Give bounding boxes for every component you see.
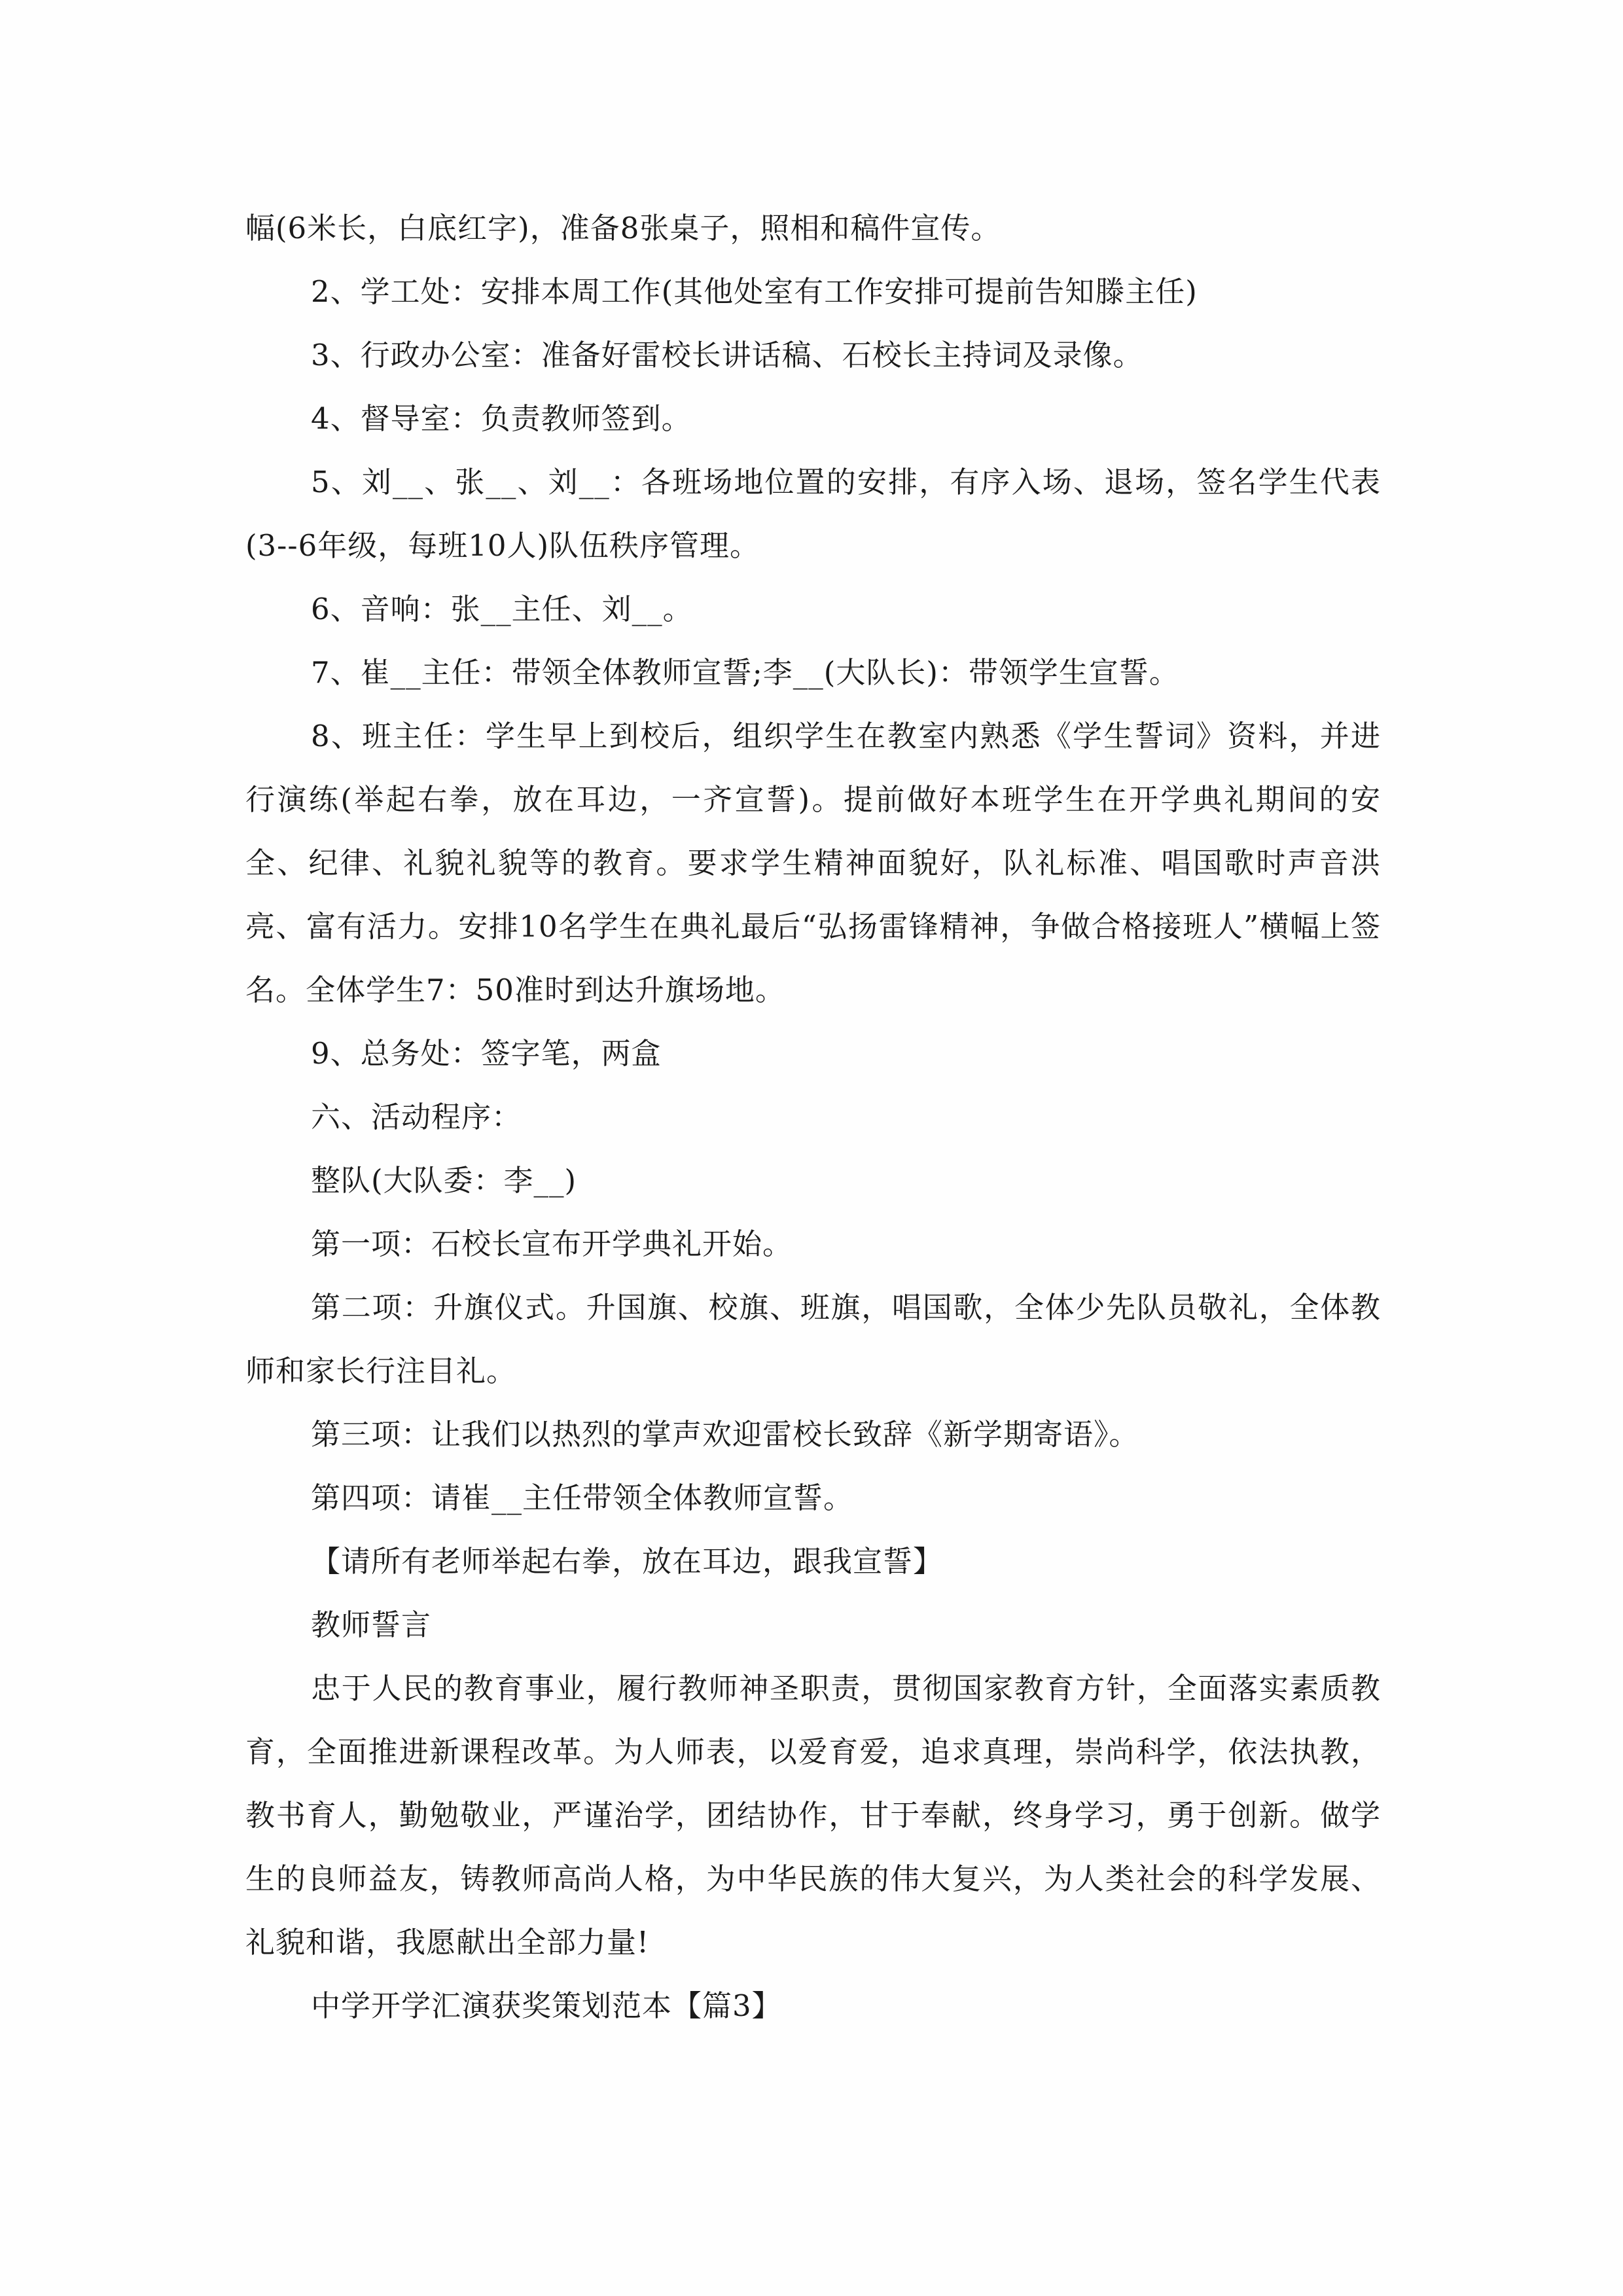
paragraph-assembly: 整队(大队委：李__) bbox=[311, 1163, 577, 1198]
paragraph-item-2: 2、学工处：安排本周工作(其他处室有工作安排可提前告知滕主任) bbox=[311, 274, 1198, 309]
paragraph-step-4: 第四项：请崔__主任带领全体教师宣誓。 bbox=[311, 1480, 854, 1515]
paragraph-item-3: 3、行政办公室：准备好雷校长讲话稿、石校长主持词及录像。 bbox=[311, 338, 1143, 372]
section-heading-procedure: 六、活动程序： bbox=[311, 1100, 522, 1134]
paragraph-item-8: 8、班主任：学生早上到校后，组织学生在教室内熟悉《学生誓词》资料，并进行演练(举起右拳，放在耳边，一齐宣誓)。提前做好本班学生在开学典礼期间的安全、纪律、礼貌礼貌等的教育。要求学生精神面貌好，队礼标准、唱国歌时声音洪亮、富有活力。安排10名学生在典礼最后“弘扬雷锋精神，争做合格接班人”横幅上签名。全体学生7：50准时到达升旗场地。 bbox=[245, 719, 1381, 1007]
paragraph-step-2: 第二项：升旗仪式。升国旗、校旗、班旗，唱国歌，全体少先队员敬礼，全体教师和家长行注目礼。 bbox=[245, 1290, 1381, 1388]
paragraph-continuation: 幅(6米长，白底红字)，准备8张桌子，照相和稿件宣传。 bbox=[245, 211, 1001, 245]
paragraph-item-7: 7、崔__主任：带领全体教师宣誓;李__(大队长)：带领学生宣誓。 bbox=[311, 655, 1179, 690]
paragraph-oath-title: 教师誓言 bbox=[311, 1607, 432, 1642]
paragraph-item-5: 5、刘__、张__、刘__：各班场地位置的安排，有序入场、退场，签名学生代表(3--6年级，每班10人)队伍秩序管理。 bbox=[245, 465, 1381, 563]
paragraph-next-section-title: 中学开学汇演获奖策划范本【篇3】 bbox=[311, 1988, 782, 2023]
paragraph-item-4: 4、督导室：负责教师签到。 bbox=[311, 401, 692, 436]
paragraph-item-9: 9、总务处：签字笔，两盒 bbox=[311, 1036, 662, 1071]
paragraph-oath-instruction: 【请所有老师举起右拳，放在耳边，跟我宣誓】 bbox=[311, 1544, 944, 1579]
document-body bbox=[245, 196, 1381, 2037]
paragraph-step-3: 第三项：让我们以热烈的掌声欢迎雷校长致辞《新学期寄语》。 bbox=[311, 1417, 1139, 1452]
paragraph-step-1: 第一项：石校长宣布开学典礼开始。 bbox=[311, 1227, 793, 1261]
paragraph-item-6: 6、音响：张__主任、刘__。 bbox=[311, 592, 693, 626]
paragraph-oath-text: 忠于人民的教育事业，履行教师神圣职责，贯彻国家教育方针，全面落实素质教育，全面推进新课程改革。为人师表，以爱育爱，追求真理，崇尚科学，依法执教，教书育人，勤勉敬业，严谨治学，团结协作，甘于奉献，终身学习，勇于创新。做学生的良师益友，铸教师高尚人格，为中华民族的伟大复兴，为人类社会的科学发展、礼貌和谐，我愿献出全部力量! bbox=[245, 1671, 1381, 1960]
